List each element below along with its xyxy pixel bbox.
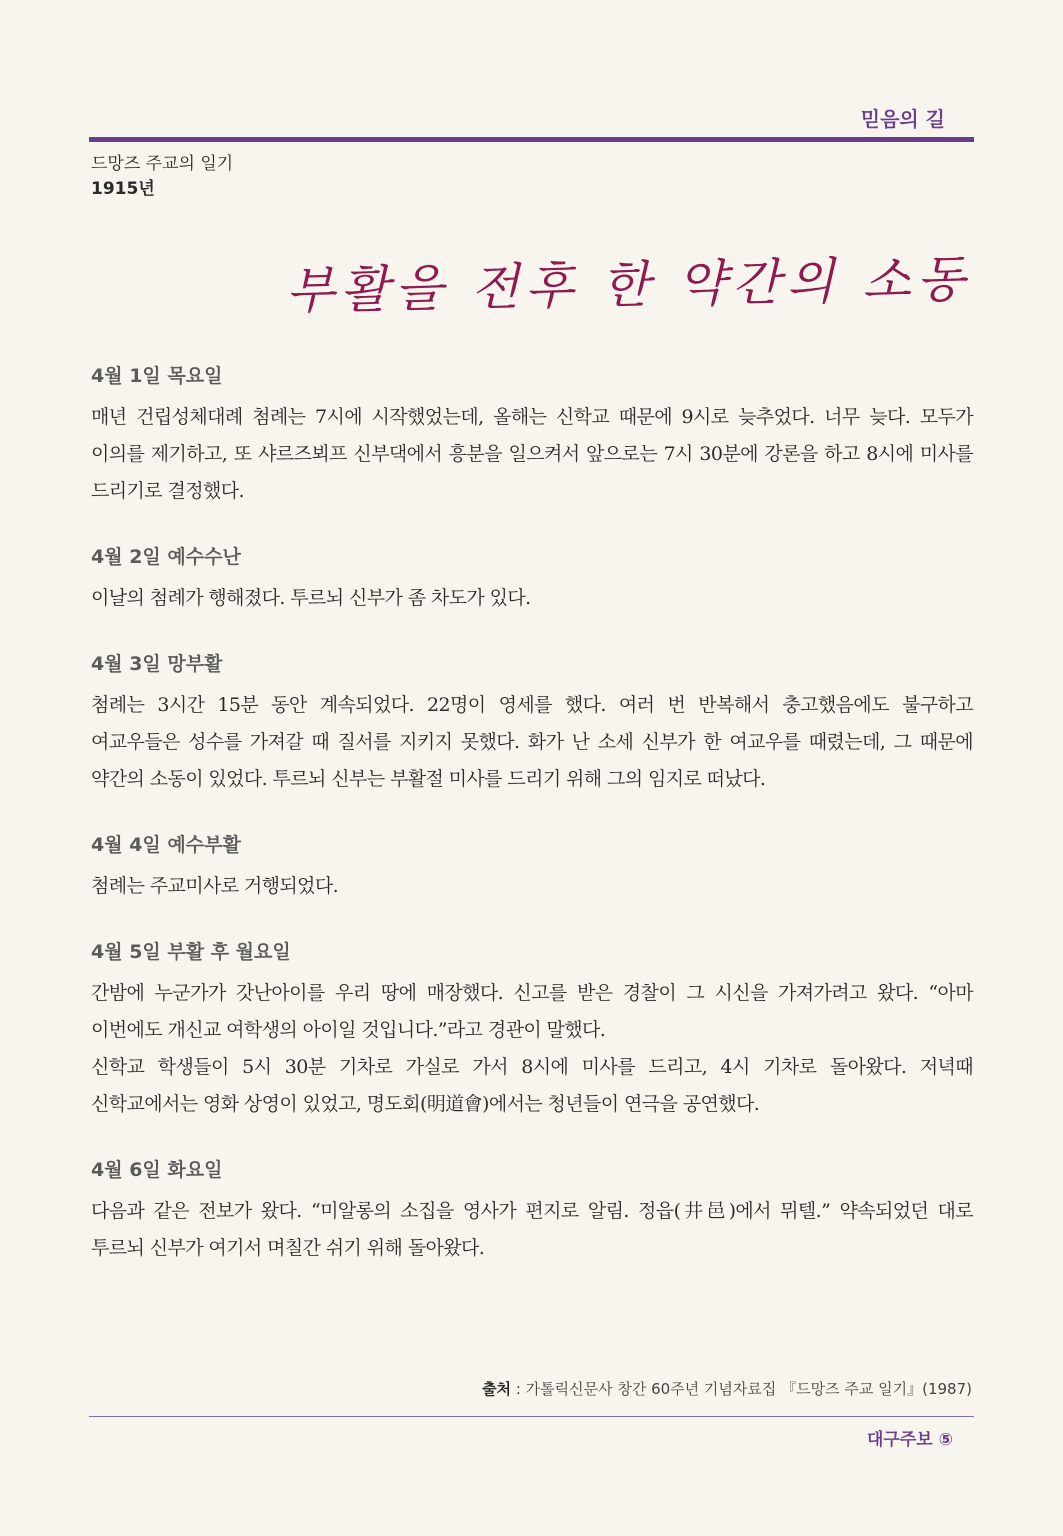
diary-entry [91,1156,973,1267]
entry-paragraph: 간밤에 누군가가 갓난아이를 우리 땅에 매장했다. 신고를 받은 경찰이 그 시신을 가져가려고 왔다. “아마 이번에도 개신교 여학생의 아이일 것입니다.”라고 경관이 말했다. [91,982,973,1041]
entry-date: 4월 4일 예수부활 [91,834,241,856]
source-text: : 가톨릭신문사 창간 60주년 기념자료집 『드망즈 주교 일기』(1987) [511,1380,972,1398]
diary-entries [91,362,973,1300]
diary-entry [91,650,973,798]
bottom-divider [89,1416,974,1417]
entry-paragraph: 다음과 같은 전보가 왔다. “미알롱의 소집을 영사가 편지로 알림. 정읍(井邑)에서 뮈텔.” 약속되었던 대로 투르뇌 신부가 여기서 며칠간 쉬기 위해 돌아왔다. [91,1200,973,1259]
series-year: 1915년 [91,179,155,199]
entry-paragraph: 이날의 첨례가 행해졌다. 투르뇌 신부가 좀 차도가 있다. [91,587,531,609]
entry-date: 4월 6일 화요일 [91,1159,223,1181]
section-label: 믿음의 길 [860,107,945,131]
top-divider [89,137,974,142]
entry-date: 4월 2일 예수수난 [91,546,241,568]
source-credit [482,1378,972,1399]
entry-date: 4월 5일 부활 후 월요일 [91,941,291,963]
diary-entry [91,362,973,510]
diary-entry [91,543,973,617]
series-title: 드망즈 주교의 일기 [91,154,234,174]
diary-entry [91,831,973,905]
entry-paragraph: 매년 건립성체대례 첨례는 7시에 시작했었는데, 올해는 신학교 때문에 9시로 늦추었다. 너무 늦다. 모두가 이의를 제기하고, 또 샤르즈뵈프 신부댁에서 흥분을 일으켜서 앞으로는 7시 30분에 강론을 하고 8시에 미사를 드리기로 결정했다. [91,406,973,502]
source-label: 출처 [482,1380,512,1398]
diary-entry [91,938,973,1123]
entry-date: 4월 3일 망부활 [91,653,223,675]
entry-date: 4월 1일 목요일 [91,365,223,387]
footer-publication: 대구주보 ⑤ [867,1430,953,1450]
entry-paragraph: 신학교 학생들이 5시 30분 기차로 가실로 가서 8시에 미사를 드리고, 4시 기차로 돌아왔다. 저녁때 신학교에서는 영화 상영이 있었고, 명도회(明道會)에서는 청년들이 연극을 공연했다. [91,1056,973,1115]
entry-paragraph: 첨례는 주교미사로 거행되었다. [91,875,339,897]
entry-paragraph: 첨례는 3시간 15분 동안 계속되었다. 22명이 영세를 했다. 여러 번 반복해서 충고했음에도 불구하고 여교우들은 성수를 가져갈 때 질서를 지키지 못했다. 화가 난 소세 신부가 한 여교우를 때렸는데, 그 때문에 약간의 소동이 있었다. 투르뇌 신부는 부활절 미사를 드리기 위해 그의 임지로 떠났다. [91,694,973,790]
article-headline: 부활을 전후 한 약간의 소동 [285,250,972,320]
